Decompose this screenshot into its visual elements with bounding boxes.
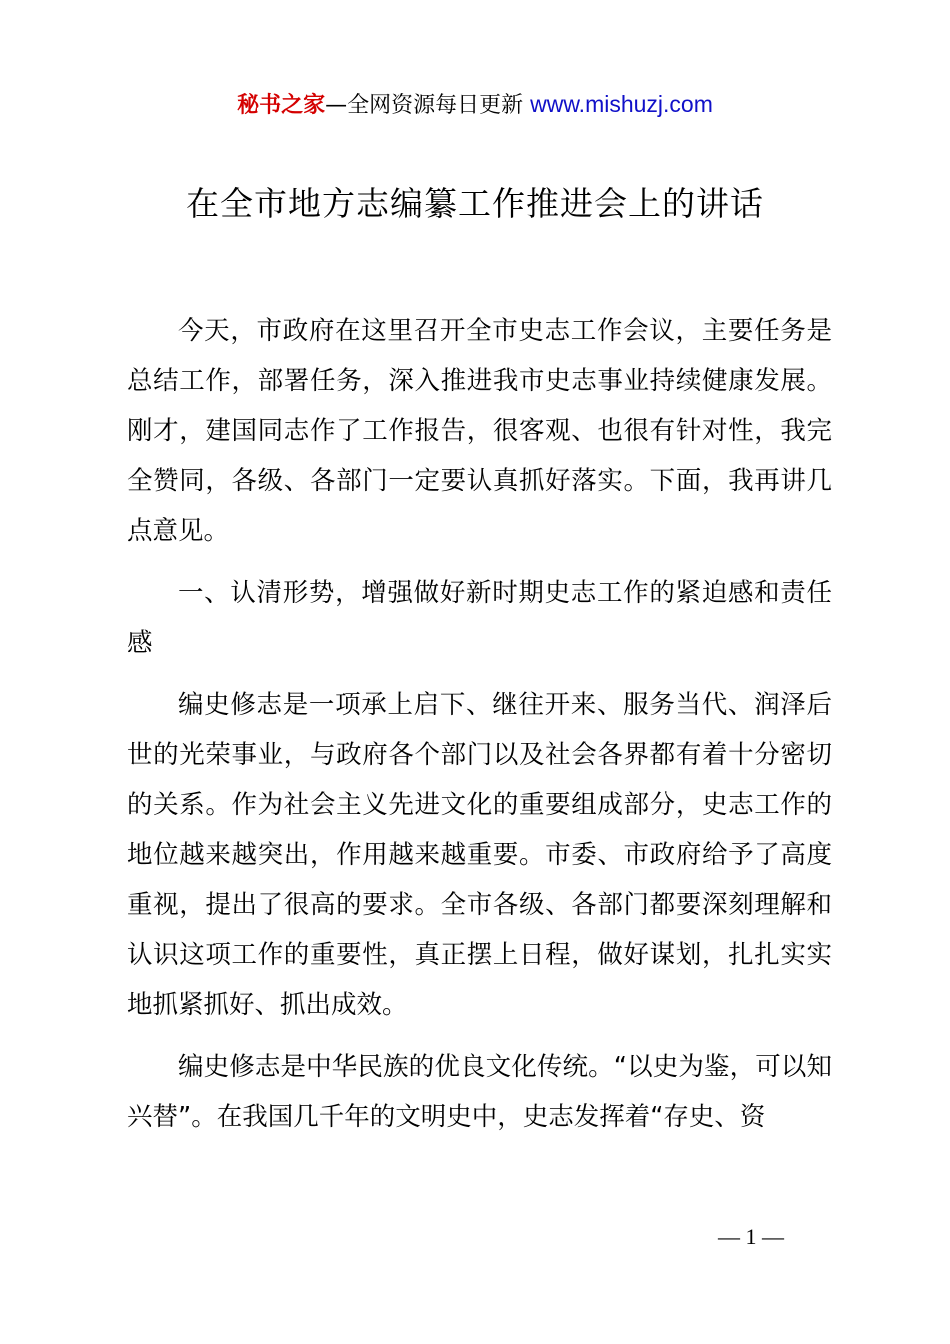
site-url-link[interactable]: www.mishuzj.com bbox=[530, 91, 713, 117]
document-title: 在全市地方志编纂工作推进会上的讲话 bbox=[186, 184, 764, 223]
paragraph-body: 编史修志是中华民族的优良文化传统。“以史为鉴，可以知兴替”。在我国几千年的文明史中，史志发挥着“存史、资 bbox=[127, 1052, 832, 1132]
site-header bbox=[0, 86, 950, 124]
paragraph-intro: 今天，市政府在这里召开全市史志工作会议，主要任务是总结工作，部署任务，深入推进我市史志事业持续健康发展。刚才，建国同志作了工作报告，很客观、也很有针对性，我完全赞同，各级、各部门一定要认真抓好落实。下面，我再讲几点意见。 bbox=[127, 316, 832, 546]
header-tagline: —全网资源每日更新 bbox=[325, 93, 531, 118]
section-heading: 一、认清形势，增强做好新时期史志工作的紧迫感和责任感 bbox=[127, 578, 832, 658]
brand-name: 秘书之家 bbox=[237, 93, 326, 118]
document-body bbox=[127, 306, 832, 1154]
paragraph-body: 编史修志是一项承上启下、继往开来、服务当代、润泽后世的光荣事业，与政府各个部门以及社会各界都有着十分密切的关系。作为社会主义先进文化的重要组成部分，史志工作的地位越来越突出，作用越来越重要。市委、市政府给予了高度重视，提出了很高的要求。全市各级、各部门都要深刻理解和认识这项工作的重要性，真正摆上日程，做好谋划，扎扎实实地抓紧抓好、抓出成效。 bbox=[127, 690, 832, 1020]
page-number: — 1 — bbox=[718, 1224, 784, 1249]
